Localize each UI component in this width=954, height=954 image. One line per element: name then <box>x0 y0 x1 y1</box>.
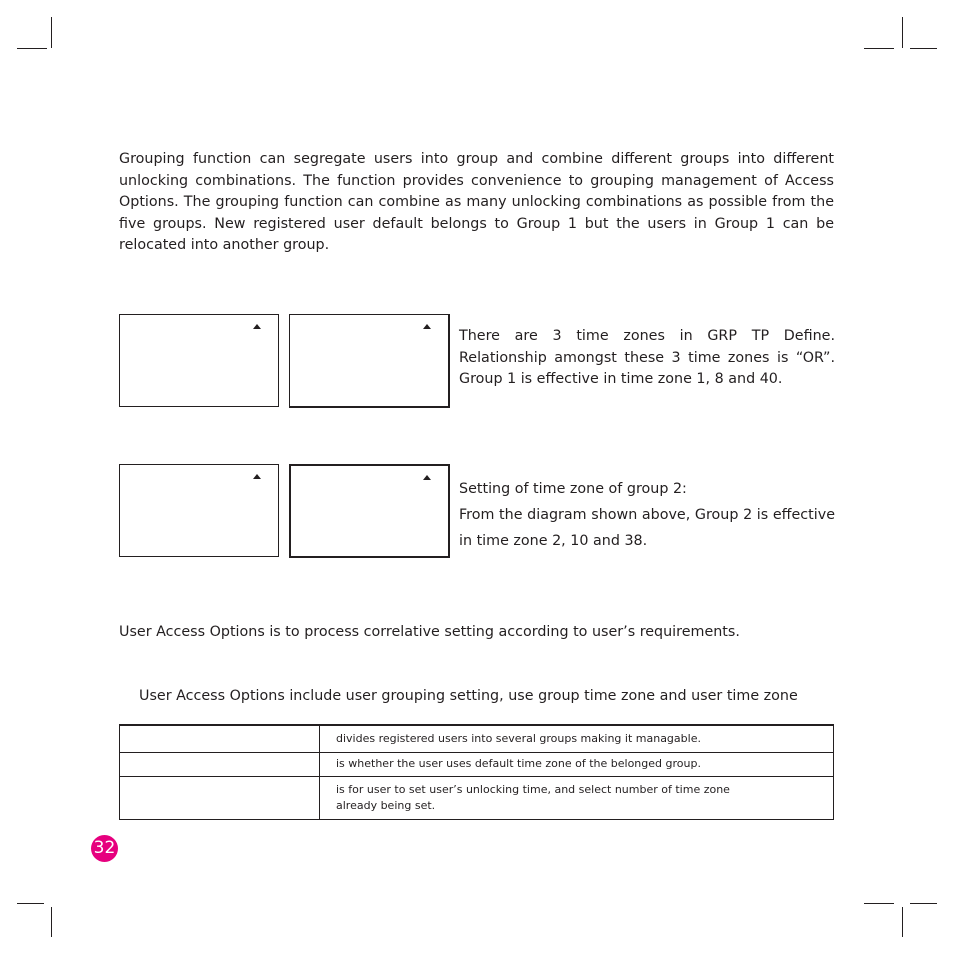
triangle-up-icon <box>423 475 431 480</box>
triangle-up-icon <box>423 324 431 329</box>
lcd-screen-group2-right <box>289 464 450 558</box>
page-number-badge: 32 <box>91 835 118 862</box>
option-description-line: already being set. <box>336 798 436 812</box>
crop-mark <box>910 48 937 49</box>
crop-mark <box>902 17 903 48</box>
option-name-cell <box>120 725 320 752</box>
crop-mark <box>864 48 894 49</box>
triangle-up-icon <box>253 324 261 329</box>
triangle-up-icon <box>253 474 261 479</box>
options-table <box>119 724 834 820</box>
group2-note-line1: Setting of time zone of group 2: <box>459 481 687 497</box>
crop-mark <box>17 903 44 904</box>
group2-note <box>459 476 835 554</box>
option-description-line: is for user to set user’s unlocking time, and select number of time zone <box>336 782 730 796</box>
group1-note-text: There are 3 time zones in GRP TP Define. Relationship amongst these 3 time zones is “OR”. Group 1 is effective in time zone 1, 8 and 40. <box>459 328 835 387</box>
crop-mark <box>910 903 937 904</box>
crop-mark <box>51 907 52 937</box>
intro-paragraph: Grouping function can segregate users into group and combine different groups into different unlocking combinations. The function provides convenience to grouping management of Access Options. The grouping function can combine as many unlocking combinations as possible from the five groups. New registered user default belongs to Group 1 but the users in Group 1 can be relocated into another group. <box>119 151 834 253</box>
user-access-include: User Access Options include user grouping setting, use group time zone and user time zone <box>139 688 798 704</box>
user-access-intro: User Access Options is to process correlative setting according to user’s requirements. <box>119 624 740 640</box>
table-row <box>120 725 834 752</box>
crop-mark <box>51 17 52 48</box>
option-description-cell <box>320 776 834 819</box>
table-row <box>120 776 834 819</box>
option-name-cell <box>120 752 320 776</box>
option-name-cell <box>120 776 320 819</box>
table-row <box>120 752 834 776</box>
crop-mark <box>17 48 47 49</box>
group1-note <box>459 326 835 391</box>
option-description-cell: is whether the user uses default time zone of the belonged group. <box>320 752 834 776</box>
lcd-screen-group1-right <box>289 314 450 408</box>
crop-mark <box>864 903 894 904</box>
group2-note-line2: From the diagram shown above, Group 2 is effective in time zone 2, 10 and 38. <box>459 507 835 549</box>
crop-mark <box>902 907 903 937</box>
lcd-screen-group2-left <box>119 464 279 557</box>
option-description-cell: divides registered users into several groups making it managable. <box>320 725 834 752</box>
lcd-screen-group1-left <box>119 314 279 407</box>
